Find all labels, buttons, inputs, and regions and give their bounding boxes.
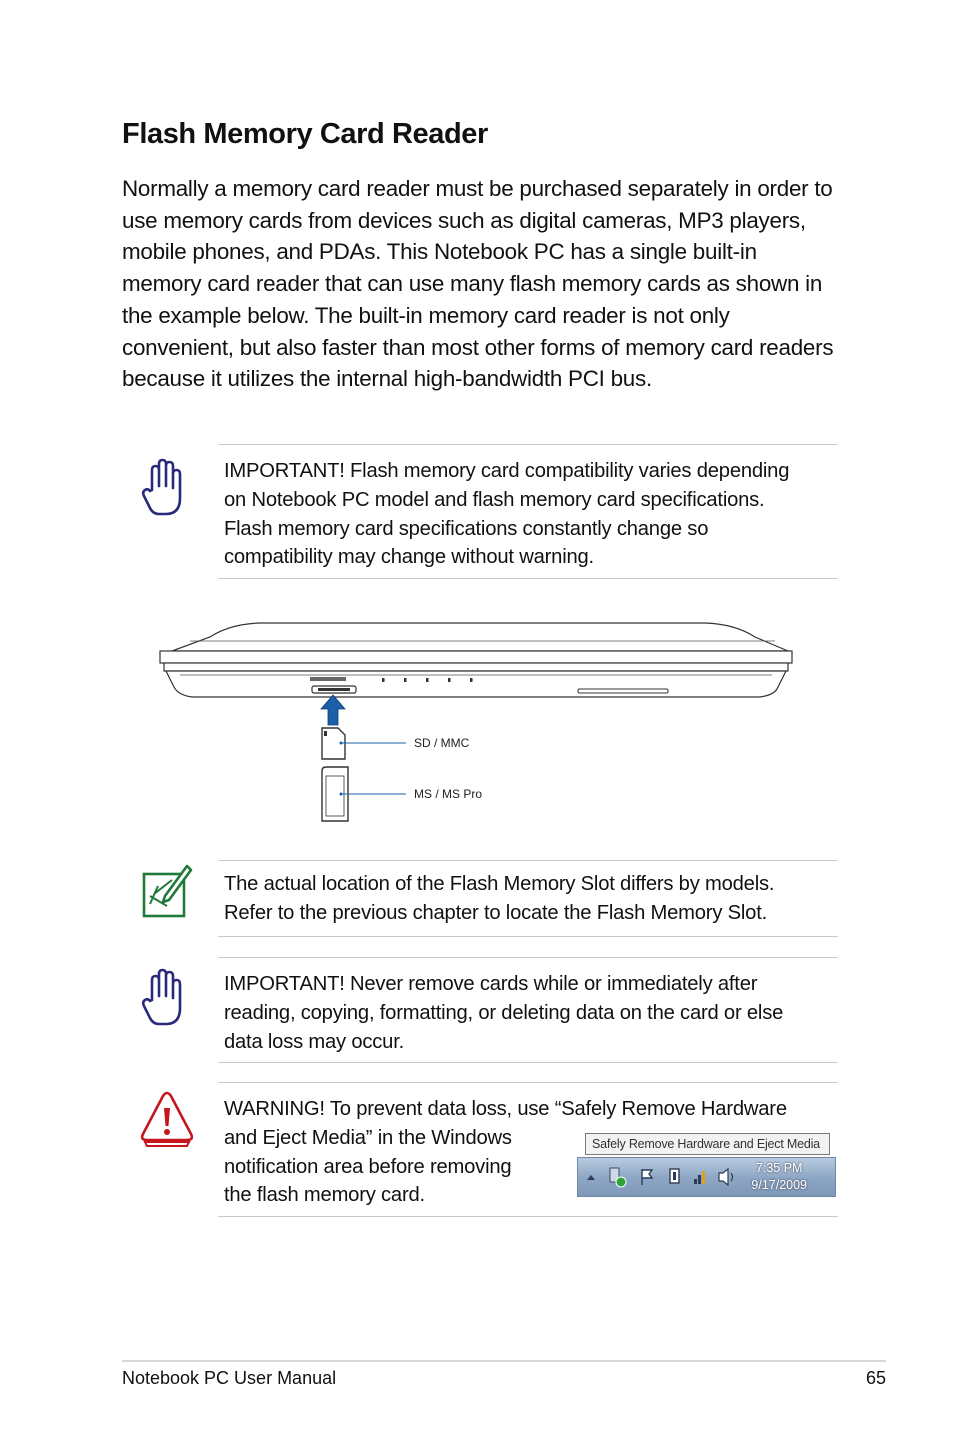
footer-manual-title: Notebook PC User Manual — [122, 1368, 337, 1388]
usb-safely-remove-icon — [610, 1168, 626, 1187]
notebook-lid — [172, 623, 788, 651]
note-line: data loss may occur. — [224, 1030, 405, 1053]
indicator-light — [470, 678, 473, 682]
indicator-light — [382, 678, 385, 682]
tray-bar — [577, 1157, 836, 1197]
notebook-base — [164, 663, 788, 671]
hand-stop-icon — [139, 456, 189, 523]
note-line: and Eject Media” in the Windows — [224, 1126, 512, 1149]
tray-time: 7:35 PM — [755, 1161, 803, 1175]
label-ms-ms-pro: MS / MS Pro — [414, 787, 483, 801]
page-number: 65 — [865, 1368, 886, 1388]
page-title: Flash Memory Card Reader — [122, 118, 488, 150]
note-line: Refer to the previous chapter to locate the Flash Memory Slot. — [224, 901, 768, 924]
note-line: IMPORTANT! Never remove cards while or immediately after — [224, 973, 758, 995]
label-sd-mmc: SD / MMC — [414, 736, 470, 750]
note-line: WARNING! To prevent data loss, use “Safely Remove Hardware — [224, 1098, 787, 1120]
flag-icon — [642, 1169, 652, 1185]
notebook-bezel — [160, 651, 792, 663]
note-line: the flash memory card. — [224, 1184, 425, 1207]
note-line: IMPORTANT! Flash memory card compatibility varies depending — [224, 460, 790, 482]
footer-divider — [122, 1360, 886, 1362]
insert-arrow — [321, 695, 345, 725]
note-line: reading, copying, formatting, or deleting data on the card or else — [224, 1001, 784, 1024]
speaker-icon — [719, 1169, 733, 1185]
important-note-removal — [218, 957, 838, 1063]
note-line: compatibility may change without warning. — [224, 546, 594, 569]
note-slot-location — [218, 860, 838, 937]
tray-expand-icon — [587, 1175, 595, 1180]
note-line: The actual location of the Flash Memory Slot differs by models. — [224, 873, 775, 895]
indicator-light — [404, 678, 407, 682]
intro-paragraph: Normally a memory card reader must be purchased separately in order to use memory cards from devices such as digital cameras, MP3 players, mobile phones, and PDAs. This Notebook PC has a single built-in memory card reader that can use many flash memory cards as shown in the example below. The built-in memory card reader is not only convenient, but also faster than most other forms of memory card readers because it utilizes the internal high-bandwidth PCI bus. — [122, 176, 834, 392]
tray-clock — [751, 1160, 807, 1194]
hand-stop-icon — [139, 966, 189, 1033]
network-signal-icon — [694, 1171, 705, 1184]
notebook-front-diagram — [150, 615, 810, 830]
note-line: on Notebook PC model and flash memory card specifications. — [224, 488, 765, 511]
note-line: Flash memory card specifications constantly change so — [224, 517, 709, 540]
warning-triangle-icon — [139, 1090, 195, 1153]
windows-tray-screenshot — [577, 1133, 836, 1197]
indicator-light — [426, 678, 429, 682]
power-icon — [670, 1169, 679, 1183]
important-note-compatibility — [218, 444, 838, 579]
optical-drive — [578, 689, 668, 693]
note-line: notification area before removing — [224, 1155, 512, 1178]
tray-tooltip: Safely Remove Hardware and Eject Media — [585, 1133, 830, 1155]
tray-date: 9/17/2009 — [751, 1178, 807, 1192]
note-pencil-icon — [139, 860, 193, 925]
indicator-light — [448, 678, 451, 682]
